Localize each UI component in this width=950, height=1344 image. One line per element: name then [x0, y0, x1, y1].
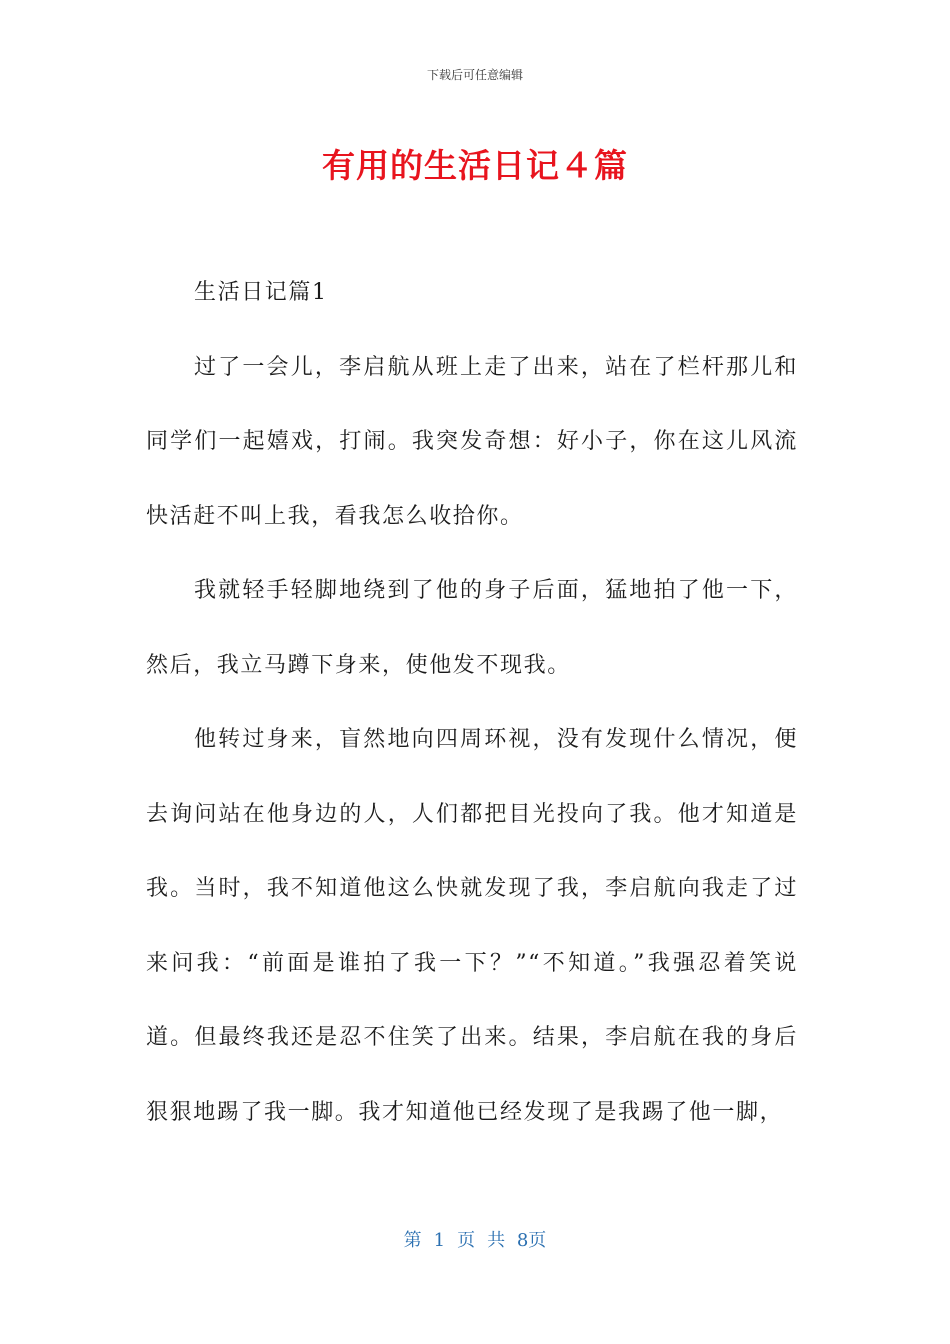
paragraph: 我就轻手轻脚地绕到了他的身子后面，猛地拍了他一下，然后，我立马蹲下身来，使他发不现我。: [146, 578, 798, 678]
section-heading: 生活日记篇1: [194, 280, 328, 305]
header-note: 下载后可任意编辑: [426, 68, 523, 82]
document-body: [146, 256, 798, 1150]
paragraph: 过了一会儿，李启航从班上走了出来，站在了栏杆那儿和同学们一起嬉戏，打闹。我突发奇想：好小子，你在这儿风流快活赶不叫上我，看我怎么收拾你。: [146, 354, 798, 529]
paragraph: 他转过身来，盲然地向四周环视，没有发现什么情况，便去询问站在他身边的人，人们都把目光投向了我。他才知道是我。当时，我不知道他这么快就发现了我，李启航向我走了过来问我：“前面是谁拍了我一下？”“不知道。”我强忍着笑说道。但最终我还是忍不住笑了出来。结果，李启航在我的身后狠狠地踢了我一脚。我才知道他已经发现了是我踢了他一脚，: [146, 727, 798, 1125]
page-total-label: 共 8页: [487, 1230, 547, 1251]
page-current: 1: [433, 1230, 446, 1251]
page-footer: [0, 1226, 950, 1252]
page-label-prefix: 第: [403, 1230, 422, 1251]
page-label-mid: 页: [457, 1230, 476, 1251]
document-title: 有用的生活日记４篇: [322, 146, 628, 185]
